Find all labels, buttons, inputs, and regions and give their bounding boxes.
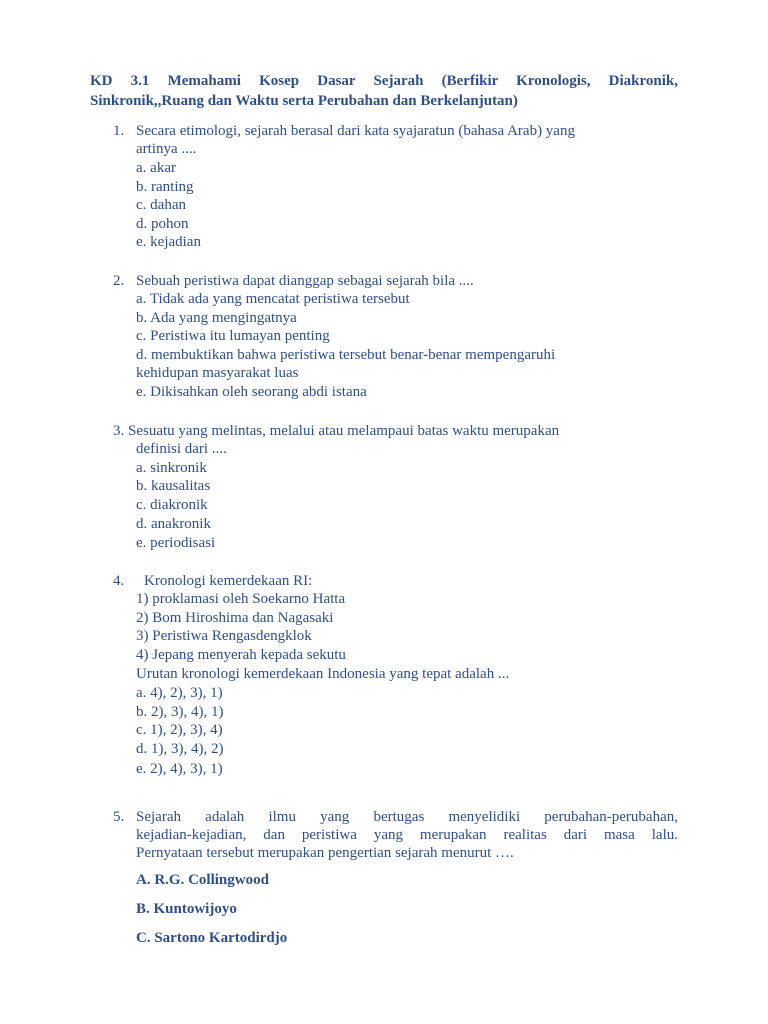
question-4-question: Urutan kronologi kemerdekaan Indonesia yang tepat adalah ... xyxy=(136,666,510,682)
question-2-option-a: a. Tidak ada yang mencatat peristiwa tersebut xyxy=(136,291,410,307)
question-1-option-a: a. akar xyxy=(136,160,176,176)
question-1-option-d: d. pohon xyxy=(136,216,189,232)
question-3-option-d: d. anakronik xyxy=(136,516,211,532)
question-2-option-e: e. Dikisahkan oleh seorang abdi istana xyxy=(136,384,367,400)
question-1-number: 1. xyxy=(113,123,125,139)
question-3-option-c: c. diakronik xyxy=(136,497,208,513)
question-5-text-line-3: Pernyataan tersebut merupakan pengertian sejarah menurut …. xyxy=(136,845,514,861)
question-5-text xyxy=(136,808,678,862)
question-4-event-3: 3) Peristiwa Rengasdengklok xyxy=(136,628,312,644)
question-3-text-cont: definisi dari .... xyxy=(136,441,227,457)
document-heading xyxy=(90,71,678,111)
question-1-option-e: e. kejadian xyxy=(136,234,201,250)
question-4-option-e: e. 2), 4), 3), 1) xyxy=(136,761,223,777)
question-5-text-line-2: kejadian-kejadian, dan peristiwa yang merupakan realitas dari masa lalu. xyxy=(136,827,678,843)
question-2-number: 2. xyxy=(113,273,125,289)
question-3-option-e: e. periodisasi xyxy=(136,535,216,551)
question-3-option-b: b. kausalitas xyxy=(136,478,211,494)
question-4-text: Kronologi kemerdekaan RI: xyxy=(144,573,313,589)
question-1-text-cont: artinya .... xyxy=(136,141,197,157)
question-5-number: 5. xyxy=(113,809,125,825)
question-5-option-a: A. R.G. Collingwood xyxy=(136,872,269,888)
question-3-option-a: a. sinkronik xyxy=(136,460,207,476)
question-4-event-2: 2) Bom Hiroshima dan Nagasaki xyxy=(136,610,334,626)
question-4-event-4: 4) Jepang menyerah kepada sekutu xyxy=(136,647,346,663)
question-1-text: Secara etimologi, sejarah berasal dari kata syajaratun (bahasa Arab) yang xyxy=(136,123,575,139)
question-2-option-d-cont: kehidupan masyarakat luas xyxy=(136,365,299,381)
question-1-option-b: b. ranting xyxy=(136,179,194,195)
question-4-option-b: b. 2), 3), 4), 1) xyxy=(136,704,224,720)
question-4-option-a: a. 4), 2), 3), 1) xyxy=(136,685,223,701)
question-2-text: Sebuah peristiwa dapat dianggap sebagai sejarah bila .... xyxy=(136,273,474,289)
heading-line-2: Sinkronik,,Ruang dan Waktu serta Perubahan dan Berkelanjutan) xyxy=(90,93,518,109)
heading-line-1: KD 3.1 Memahami Kosep Dasar Sejarah (Berfikir Kronologis, Diakronik, xyxy=(90,73,678,89)
question-5-option-c: C. Sartono Kartodirdjo xyxy=(136,930,288,946)
question-4-option-d: d. 1), 3), 4), 2) xyxy=(136,741,224,757)
question-2-option-d: d. membuktikan bahwa peristiwa tersebut benar-benar mempengaruhi xyxy=(136,347,556,363)
question-4-event-1: 1) proklamasi oleh Soekarno Hatta xyxy=(136,591,346,607)
question-1-option-c: c. dahan xyxy=(136,197,186,213)
question-5-option-b: B. Kuntowijoyo xyxy=(136,901,237,917)
question-5-text-line-1: Sejarah adalah ilmu yang bertugas menyelidiki perubahan-perubahan, xyxy=(136,809,678,825)
question-4-number: 4. xyxy=(113,573,125,589)
question-2-option-b: b. Ada yang mengingatnya xyxy=(136,310,297,326)
question-2-option-c: c. Peristiwa itu lumayan penting xyxy=(136,328,330,344)
question-3-text: 3. Sesuatu yang melintas, melalui atau melampaui batas waktu merupakan xyxy=(113,423,560,439)
question-4-option-c: c. 1), 2), 3), 4) xyxy=(136,722,223,738)
